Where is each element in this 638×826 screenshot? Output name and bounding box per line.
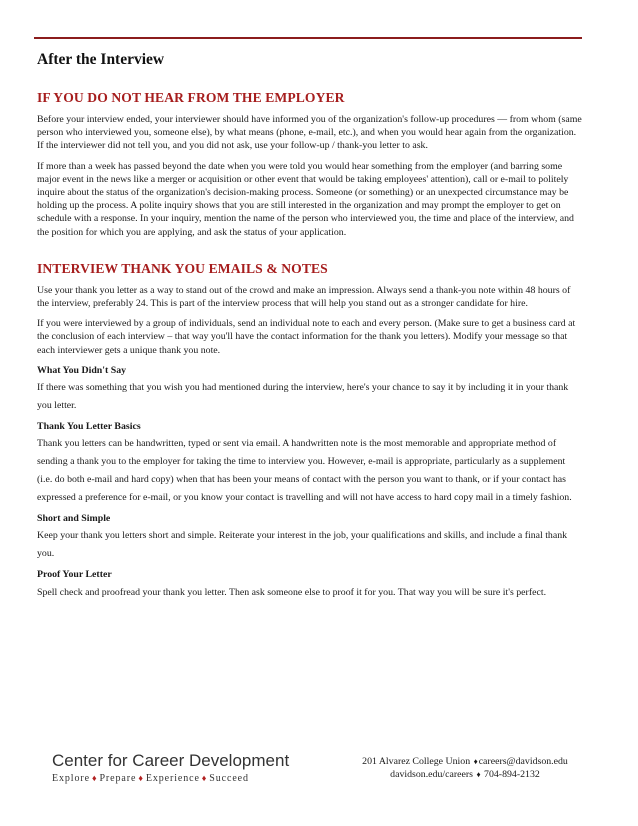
contact-address: 201 Alvarez College Union <box>362 756 471 767</box>
contact-email[interactable]: careers@davidson.edu <box>478 756 568 767</box>
footer-contact <box>330 755 600 781</box>
paragraph: Use your thank you letter as a way to stand out of the crowd and make an impression. Always send a thank-you note within 48 hours of the interview, preferably 24. This is part of the interview process that will help you stand out as a stronger candidate for hire. <box>37 284 571 310</box>
tagline-word: Succeed <box>209 773 249 784</box>
logo-tagline <box>52 772 302 785</box>
subsection-short-simple <box>37 512 582 561</box>
document-title: After the Interview <box>37 51 165 68</box>
logo-name: Center for Career Development <box>52 751 290 770</box>
document-body <box>37 51 582 607</box>
tagline-word: Experience <box>145 773 200 784</box>
contact-website[interactable]: davidson.edu/careers <box>390 769 473 780</box>
subsection-text: Keep your thank you letters short and simple. Reiterate your interest in the job, your qualifications and skills, and include a final thank you. <box>37 530 568 560</box>
diamond-icon: ♦ <box>138 773 144 783</box>
subsection-heading: Thank You Letter Basics <box>37 421 141 433</box>
paragraph: If you were interviewed by a group of individuals, send an individual note to each and every person. (Make sure to get a business card at the conclusion of each interview – that way you'll have the contact information for the thank you letters). Modify your message so that each interviewer gets a unique thank you note. <box>37 318 576 356</box>
subsection-text: Thank you letters can be handwritten, typed or sent via email. A handwritten note is the most memorable and appropriate method of sending a thank you to the employer for taking the time to interview you. However, e-mail is appropriate, particularly as a supplement (i.e. do both e-mail and hard copy) when that has been your means of contact with the person you want to thank, or if your contact has expressed a preference for e-mail, or you know your contact is travelling and will not have access to hard copy mail in a timely fashion. <box>37 438 572 504</box>
diamond-icon: ♦ <box>201 773 208 783</box>
diamond-icon: ♦ <box>476 770 481 779</box>
subsection-heading: Short and Simple <box>37 513 111 525</box>
tagline-word: Prepare <box>99 773 137 784</box>
paragraph: Before your interview ended, your interviewer should have informed you of the organization's follow-up procedures — from whom (same person who interviewed you, someone else), by what means (phone, e-mail, etc.), and when you would hear again from the organization. If the interviewer did not tell you, and you did not ask, use your follow-up / thank-you letter to ask. <box>37 114 582 152</box>
paragraph: If more than a week has passed beyond the date when you were told you would hear something from the employer (and barring some major event in the news like a merger or acquisition or other event that would be taking employees' attention), call or e-mail to politely inquire about the status of the organization's decision-making process. Someone (or something) or an unexpected circumstance may be holding up the process. A polite inquiry shows that you are still interested in the organization and may prompt the employer to get on schedule with a response. In your inquiry, mention the name of the person who interviewed you, the time and place of the interview, and the position for which you are applying, and ask the status of your application. <box>37 160 574 238</box>
contact-line-1 <box>330 755 600 768</box>
subsection-letter-basics <box>37 420 582 505</box>
subsection-text: If there was something that you wish you had mentioned during the interview, here's your chance to say it by including it in your thank you letter. <box>37 382 569 412</box>
contact-line-2 <box>330 768 600 781</box>
subsection-proof-letter <box>37 568 582 599</box>
section-heading: IF YOU DO NOT HEAR FROM THE EMPLOYER <box>37 90 345 105</box>
section-heading: INTERVIEW THANK YOU EMAILS & NOTES <box>37 260 328 276</box>
header-rule <box>34 37 582 39</box>
subsection-what-you-didnt-say <box>37 364 582 413</box>
contact-phone: 704-894-2132 <box>484 769 540 780</box>
center-logo <box>52 752 302 786</box>
subsection-heading: Proof Your Letter <box>37 569 112 581</box>
diamond-icon: ♦ <box>473 757 478 766</box>
diamond-icon: ♦ <box>91 773 98 783</box>
section-no-response <box>37 90 582 239</box>
subsection-heading: What You Didn't Say <box>37 364 127 376</box>
tagline-word: Explore <box>52 773 90 784</box>
subsection-text: Spell check and proofread your thank you letter. Then ask someone else to proof it for you. That way you will be sure it's perfect. <box>37 586 547 598</box>
section-thank-you <box>37 261 582 600</box>
